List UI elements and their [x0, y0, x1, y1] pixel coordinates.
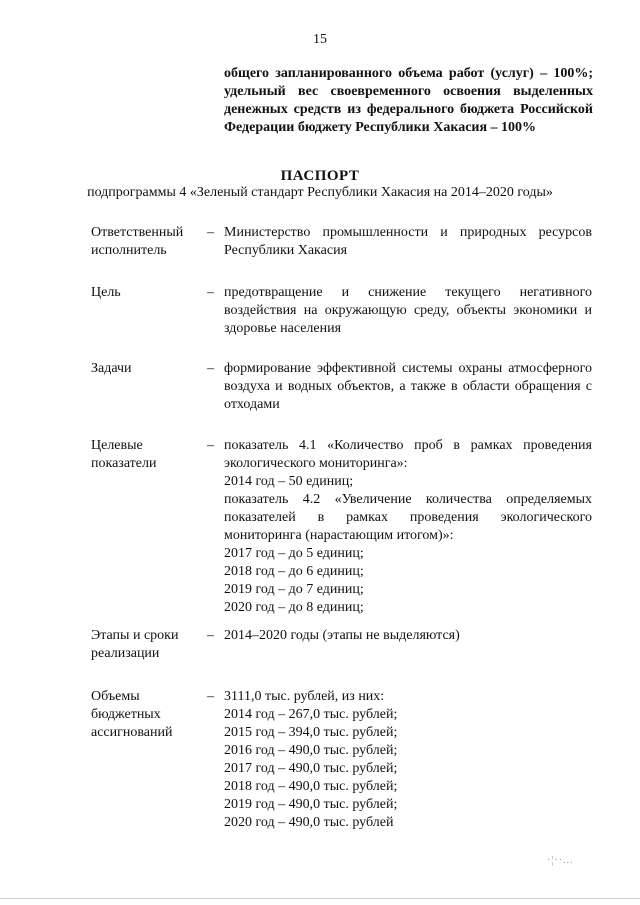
- value-line: отходами: [224, 397, 280, 412]
- page-number: 15: [313, 32, 327, 47]
- dash-separator: –: [207, 225, 214, 240]
- label-line: Объемы: [91, 689, 140, 704]
- value-line: 2014 год – 50 единиц;: [224, 474, 354, 489]
- label-line: Цель: [91, 285, 121, 300]
- intro-line: денежных средств из федерального бюджета Российской: [224, 102, 593, 117]
- value-line: здоровье населения: [224, 321, 342, 336]
- label-line: Этапы и сроки: [91, 628, 179, 643]
- value-line: 2017 год – 490,0 тыс. рублей;: [224, 761, 398, 776]
- value-line: воздействия на окружающую среду, объекты экономики и: [224, 303, 592, 318]
- label-line: Целевые: [91, 438, 143, 453]
- value-line: показатель 4.2 «Увеличение количества определяемых: [224, 492, 592, 507]
- value-line: показателей в рамках проведения экологического: [224, 510, 592, 525]
- value-line: 2017 год – до 5 единиц;: [224, 546, 364, 561]
- label-line: исполнитель: [91, 243, 167, 258]
- value-line: формирование эффективной системы охраны атмосферного: [224, 361, 592, 376]
- section-value: [224, 437, 592, 617]
- intro-line: удельный вес своевременного освоения выделенных: [224, 84, 593, 99]
- dash-separator: –: [207, 361, 214, 376]
- section-value: [224, 360, 592, 414]
- dash-separator: –: [207, 285, 214, 300]
- value-line: 3111,0 тыс. рублей, из них:: [224, 689, 385, 704]
- section-value: [224, 284, 592, 338]
- section-value: [224, 224, 592, 260]
- dash-separator: –: [207, 689, 214, 704]
- value-line: 2019 год – до 7 единиц;: [224, 582, 364, 597]
- label-line: ассигнований: [91, 725, 173, 740]
- label-line: бюджетных: [91, 707, 161, 722]
- value-line: предотвращение и снижение текущего негативного: [224, 285, 592, 300]
- section-label: [91, 437, 206, 473]
- value-line: экологического мониторинга»:: [224, 456, 408, 471]
- value-line: 2014–2020 годы (этапы не выделяются): [224, 628, 460, 643]
- value-line: 2020 год – 490,0 тыс. рублей: [224, 815, 394, 830]
- value-line: воздуха и водных объектов, а также в области обращения с: [224, 379, 592, 394]
- intro-line: общего запланированного объема работ (услуг) – 100%;: [224, 66, 593, 81]
- value-line: Республики Хакасия: [224, 243, 348, 258]
- section-value: [224, 627, 592, 645]
- value-line: 2015 год – 394,0 тыс. рублей;: [224, 725, 398, 740]
- value-line: 2020 год – до 8 единиц;: [224, 600, 364, 615]
- value-line: показатель 4.1 «Количество проб в рамках проведения: [224, 438, 592, 453]
- value-line: 2018 год – до 6 единиц;: [224, 564, 364, 579]
- value-line: 2014 год – 267,0 тыс. рублей;: [224, 707, 398, 722]
- page-bottom-edge: [0, 898, 640, 899]
- value-line: 2019 год – 490,0 тыс. рублей;: [224, 797, 398, 812]
- value-line: мониторинга (нарастающим итогом)»:: [224, 528, 454, 543]
- label-line: Ответственный: [91, 225, 184, 240]
- dash-separator: –: [207, 628, 214, 643]
- section-label: [91, 627, 206, 663]
- label-line: Задачи: [91, 361, 132, 376]
- passport-subtitle: подпрограммы 4 «Зеленый стандарт Республики Хакасия на 2014–2020 годы»: [87, 185, 553, 200]
- value-line: Министерство промышленности и природных ресурсов: [224, 225, 592, 240]
- intro-line: Федерации бюджету Республики Хакасия – 100%: [224, 120, 537, 135]
- section-label: [91, 224, 206, 260]
- section-label: [91, 360, 206, 378]
- value-line: 2016 год – 490,0 тыс. рублей;: [224, 743, 398, 758]
- dash-separator: –: [207, 438, 214, 453]
- intro-paragraph: [224, 65, 593, 137]
- scan-smudge-mark: ·¦··...: [547, 855, 574, 866]
- section-value: [224, 688, 592, 832]
- value-line: 2018 год – 490,0 тыс. рублей;: [224, 779, 398, 794]
- label-line: показатели: [91, 456, 157, 471]
- section-label: [91, 284, 206, 302]
- section-label: [91, 688, 206, 742]
- passport-title: ПАСПОРТ: [280, 168, 360, 184]
- label-line: реализации: [91, 646, 160, 661]
